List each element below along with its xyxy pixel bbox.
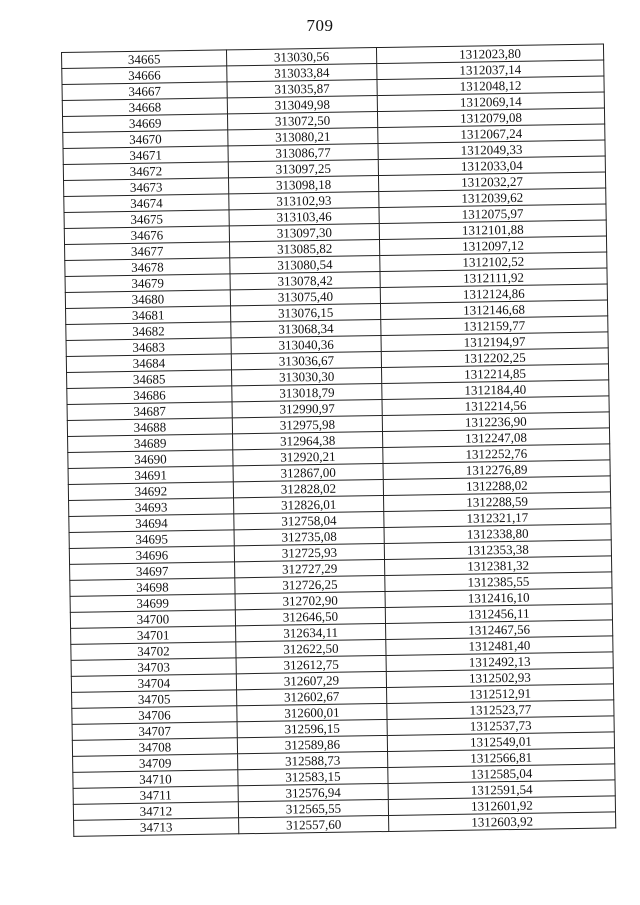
x-coordinate-cell: 312920,21	[233, 447, 383, 465]
point-number-cell: 34706	[72, 706, 237, 725]
point-number-cell: 34669	[63, 114, 228, 133]
point-number-cell: 34692	[68, 482, 233, 501]
y-coordinate-cell: 1312023,80	[376, 44, 603, 64]
x-coordinate-cell: 312725,93	[234, 543, 384, 561]
x-coordinate-cell: 312828,02	[233, 479, 383, 497]
point-number-cell: 34680	[65, 290, 230, 309]
y-coordinate-cell: 1312252,76	[383, 444, 610, 464]
y-coordinate-cell: 1312549,01	[387, 732, 614, 752]
y-coordinate-cell: 1312236,90	[382, 412, 609, 432]
point-number-cell: 34713	[74, 818, 239, 837]
x-coordinate-cell: 312964,38	[233, 431, 383, 449]
point-number-cell: 34674	[64, 194, 229, 213]
y-coordinate-cell: 1312585,04	[388, 764, 615, 784]
point-number-cell: 34677	[65, 242, 230, 261]
y-coordinate-cell: 1312202,25	[381, 348, 608, 368]
y-coordinate-cell: 1312101,88	[379, 220, 606, 240]
point-number-cell: 34690	[68, 450, 233, 469]
y-coordinate-cell: 1312214,85	[381, 364, 608, 384]
point-number-cell: 34673	[64, 178, 229, 197]
point-number-cell: 34698	[70, 578, 235, 597]
point-number-cell: 34683	[66, 338, 231, 357]
y-coordinate-cell: 1312467,56	[386, 620, 613, 640]
x-coordinate-cell: 313075,40	[230, 288, 380, 306]
y-coordinate-cell: 1312037,14	[377, 60, 604, 80]
x-coordinate-cell: 313086,77	[228, 144, 378, 162]
point-number-cell: 34697	[70, 562, 235, 581]
y-coordinate-cell: 1312048,12	[377, 76, 604, 96]
y-coordinate-cell: 1312247,08	[383, 428, 610, 448]
y-coordinate-cell: 1312321,17	[384, 508, 611, 528]
y-coordinate-cell: 1312385,55	[385, 572, 612, 592]
x-coordinate-cell: 312726,25	[235, 575, 385, 593]
point-number-cell: 34709	[73, 754, 238, 773]
x-coordinate-cell: 312727,29	[235, 559, 385, 577]
y-coordinate-cell: 1312124,86	[380, 284, 607, 304]
y-coordinate-cell: 1312288,59	[384, 492, 611, 512]
y-coordinate-cell: 1312566,81	[388, 748, 615, 768]
x-coordinate-cell: 312596,15	[237, 719, 387, 737]
x-coordinate-cell: 312634,11	[236, 623, 386, 641]
point-number-cell: 34670	[63, 130, 228, 149]
x-coordinate-cell: 312589,86	[237, 735, 387, 753]
x-coordinate-cell: 312557,60	[239, 815, 389, 833]
x-coordinate-cell: 313030,56	[226, 48, 376, 66]
x-coordinate-cell: 313102,93	[229, 192, 379, 210]
y-coordinate-cell: 1312338,80	[384, 524, 611, 544]
point-number-cell: 34667	[62, 82, 227, 101]
y-coordinate-cell: 1312492,13	[386, 652, 613, 672]
y-coordinate-cell: 1312523,77	[387, 700, 614, 720]
y-coordinate-cell: 1312146,68	[380, 300, 607, 320]
y-coordinate-cell: 1312184,40	[382, 380, 609, 400]
x-coordinate-cell: 313076,15	[231, 304, 381, 322]
point-number-cell: 34666	[62, 66, 227, 85]
y-coordinate-cell: 1312537,73	[387, 716, 614, 736]
y-coordinate-cell: 1312049,33	[378, 140, 605, 160]
x-coordinate-cell: 312867,00	[233, 463, 383, 481]
y-coordinate-cell: 1312067,24	[378, 124, 605, 144]
x-coordinate-cell: 313072,50	[227, 112, 377, 130]
x-coordinate-cell: 313035,87	[227, 80, 377, 98]
point-number-cell: 34678	[65, 258, 230, 277]
x-coordinate-cell: 312600,01	[237, 703, 387, 721]
x-coordinate-cell: 312702,90	[235, 591, 385, 609]
x-coordinate-cell: 313033,84	[227, 64, 377, 82]
point-number-cell: 34703	[71, 658, 236, 677]
point-number-cell: 34699	[70, 594, 235, 613]
point-number-cell: 34700	[70, 610, 235, 629]
x-coordinate-cell: 312975,98	[232, 415, 382, 433]
x-coordinate-cell: 313036,67	[231, 352, 381, 370]
y-coordinate-cell: 1312039,62	[379, 188, 606, 208]
y-coordinate-cell: 1312102,52	[380, 252, 607, 272]
x-coordinate-cell: 313078,42	[230, 272, 380, 290]
x-coordinate-cell: 313080,21	[228, 128, 378, 146]
y-coordinate-cell: 1312097,12	[379, 236, 606, 256]
y-coordinate-cell: 1312288,02	[383, 476, 610, 496]
x-coordinate-cell: 312990,97	[232, 400, 382, 418]
point-number-cell: 34694	[69, 514, 234, 533]
x-coordinate-cell: 313049,98	[227, 96, 377, 114]
y-coordinate-cell: 1312416,10	[385, 588, 612, 608]
point-number-cell: 34665	[62, 50, 227, 69]
point-number-cell: 34685	[67, 370, 232, 389]
x-coordinate-cell: 312576,94	[238, 783, 388, 801]
point-number-cell: 34687	[67, 402, 232, 421]
point-number-cell: 34691	[68, 466, 233, 485]
point-number-cell: 34693	[69, 498, 234, 517]
x-coordinate-cell: 313098,18	[228, 176, 378, 194]
y-coordinate-cell: 1312276,89	[383, 460, 610, 480]
y-coordinate-cell: 1312512,91	[387, 684, 614, 704]
x-coordinate-cell: 312622,50	[236, 639, 386, 657]
x-coordinate-cell: 313068,34	[231, 320, 381, 338]
coordinate-table-body	[62, 44, 616, 836]
point-number-cell: 34684	[66, 354, 231, 373]
point-number-cell: 34672	[63, 162, 228, 181]
x-coordinate-cell: 313097,30	[229, 224, 379, 242]
x-coordinate-cell: 312646,50	[235, 607, 385, 625]
x-coordinate-cell: 313103,46	[229, 208, 379, 226]
x-coordinate-cell: 312583,15	[238, 767, 388, 785]
y-coordinate-cell: 1312353,38	[384, 540, 611, 560]
point-number-cell: 34702	[71, 642, 236, 661]
y-coordinate-cell: 1312069,14	[377, 92, 604, 112]
point-number-cell: 34711	[73, 786, 238, 805]
y-coordinate-cell: 1312456,11	[385, 604, 612, 624]
point-number-cell: 34682	[66, 322, 231, 341]
y-coordinate-cell: 1312079,08	[377, 108, 604, 128]
point-number-cell: 34676	[64, 226, 229, 245]
y-coordinate-cell: 1312502,93	[386, 668, 613, 688]
point-number-cell: 34704	[71, 674, 236, 693]
x-coordinate-cell: 313097,25	[228, 160, 378, 178]
point-number-cell: 34710	[73, 770, 238, 789]
y-coordinate-cell: 1312033,04	[378, 156, 605, 176]
y-coordinate-cell: 1312111,92	[380, 268, 607, 288]
y-coordinate-cell: 1312214,56	[382, 396, 609, 416]
y-coordinate-cell: 1312032,27	[378, 172, 605, 192]
point-number-cell: 34708	[72, 738, 237, 757]
x-coordinate-cell: 312588,73	[238, 751, 388, 769]
point-number-cell: 34681	[66, 306, 231, 325]
point-number-cell: 34689	[68, 434, 233, 453]
y-coordinate-cell: 1312603,92	[389, 812, 616, 832]
y-coordinate-cell: 1312601,92	[388, 796, 615, 816]
point-number-cell: 34675	[64, 210, 229, 229]
x-coordinate-cell: 312612,75	[236, 655, 386, 673]
point-number-cell: 34701	[71, 626, 236, 645]
point-number-cell: 34707	[72, 722, 237, 741]
x-coordinate-cell: 312602,67	[237, 687, 387, 705]
x-coordinate-cell: 312607,29	[236, 671, 386, 689]
y-coordinate-cell: 1312591,54	[388, 780, 615, 800]
y-coordinate-cell: 1312481,40	[386, 636, 613, 656]
point-number-cell: 34671	[63, 146, 228, 165]
x-coordinate-cell: 313030,30	[232, 368, 382, 386]
point-number-cell: 34668	[62, 98, 227, 117]
y-coordinate-cell: 1312159,77	[381, 316, 608, 336]
point-number-cell: 34705	[72, 690, 237, 709]
point-number-cell: 34686	[67, 386, 232, 405]
coordinate-table	[61, 43, 616, 836]
y-coordinate-cell: 1312381,32	[385, 556, 612, 576]
x-coordinate-cell: 313085,82	[230, 240, 380, 258]
point-number-cell: 34695	[69, 530, 234, 549]
x-coordinate-cell: 312826,01	[234, 495, 384, 513]
point-number-cell: 34679	[65, 274, 230, 293]
page-number: 709	[306, 16, 334, 35]
point-number-cell: 34712	[73, 802, 238, 821]
point-number-cell: 34688	[67, 418, 232, 437]
x-coordinate-cell: 313018,79	[232, 384, 382, 402]
point-number-cell: 34696	[69, 546, 234, 565]
y-coordinate-cell: 1312194,97	[381, 332, 608, 352]
y-coordinate-cell: 1312075,97	[379, 204, 606, 224]
x-coordinate-cell: 312758,04	[234, 511, 384, 529]
x-coordinate-cell: 312735,08	[234, 527, 384, 545]
x-coordinate-cell: 313080,54	[230, 256, 380, 274]
x-coordinate-cell: 312565,55	[238, 799, 388, 817]
x-coordinate-cell: 313040,36	[231, 336, 381, 354]
